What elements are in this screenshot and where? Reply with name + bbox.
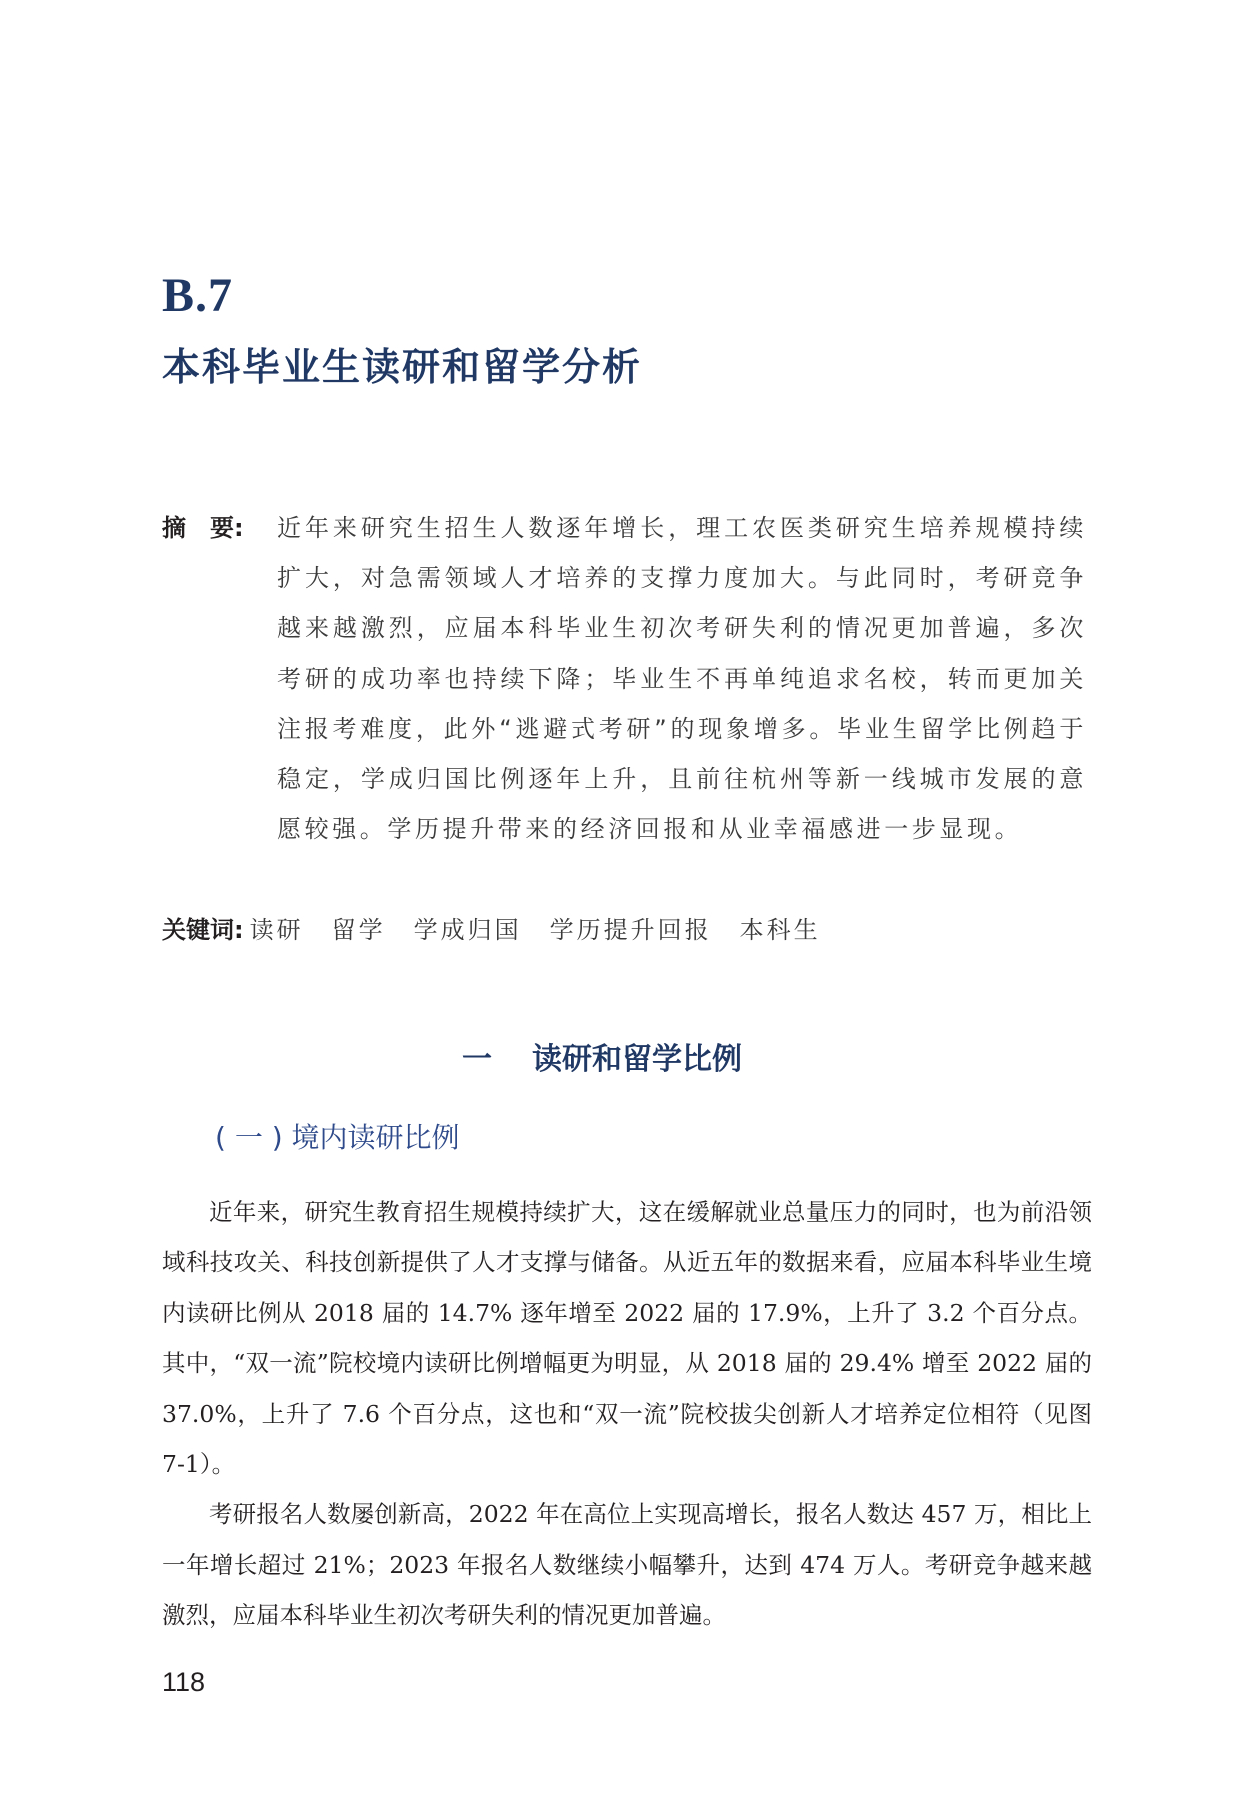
body-paragraph: 近年来，研究生教育招生规模持续扩大，这在缓解就业总量压力的同时，也为前沿领域科技攻关、科技创新提供了人才支撑与储备。从近五年的数据来看，应届本科毕业生境内读研比例从 2018 届的 14.7% 逐年增至 2022 届的 17.9%，上升了 3.2 个百分点。其中，“双一流”院校境内读研比例增幅更为明显，从 2018 届的 29.4% 增至 2022 届的 37.0%，上升了 7.6 个百分点，这也和“双一流”院校拔尖创新人才培养定位相符（见图 7-1）。 (162, 1198, 1092, 1479)
keyword: 学历提升回报 (549, 916, 712, 944)
abstract-text: 近年来研究生招生人数逐年增长，理工农医类研究生培养规模持续扩大，对急需领域人才培养的支撑力度加大。与此同时，考研竞争越来越激烈，应届本科毕业生初次考研失利的情况更加普遍，多次考研的成功率也持续下降；毕业生不再单纯追求名校，转而更加关注报考难度，此外“逃避式考研”的现象增多。毕业生留学比例趋于稳定，学成归国比例逐年上升，且前往杭州等新一线城市发展的意愿较强。学历提升带来的经济回报和从业幸福感进一步显现。 (277, 514, 1087, 844)
keyword: 学成归国 (413, 916, 522, 944)
body-paragraph: 考研报名人数屡创新高，2022 年在高位上实现高增长，报名人数达 457 万，相比上一年增长超过 21%；2023 年报名人数继续小幅攀升，达到 474 万人。考研竞争越来越激烈，应届本科毕业生初次考研失利的情况更加普遍。 (162, 1500, 1092, 1630)
page-number: 118 (162, 1667, 206, 1697)
chapter-title: 本科毕业生读研和留学分析 (162, 345, 643, 389)
subsection-heading: ( 一 ) 境内读研比例 (215, 1121, 460, 1154)
keywords-label: 关键词: (162, 916, 244, 944)
section-number: 一 (462, 1042, 492, 1077)
abstract-label: 摘 要: (162, 514, 244, 542)
section-heading (462, 1036, 742, 1084)
keyword: 留学 (331, 916, 386, 944)
section-title: 读研和留学比例 (532, 1042, 742, 1077)
chapter-code: B.7 (162, 269, 234, 322)
keyword: 读研 (249, 916, 304, 944)
keywords (162, 905, 849, 955)
body-text (162, 1187, 1092, 1641)
keyword: 本科生 (739, 916, 821, 944)
